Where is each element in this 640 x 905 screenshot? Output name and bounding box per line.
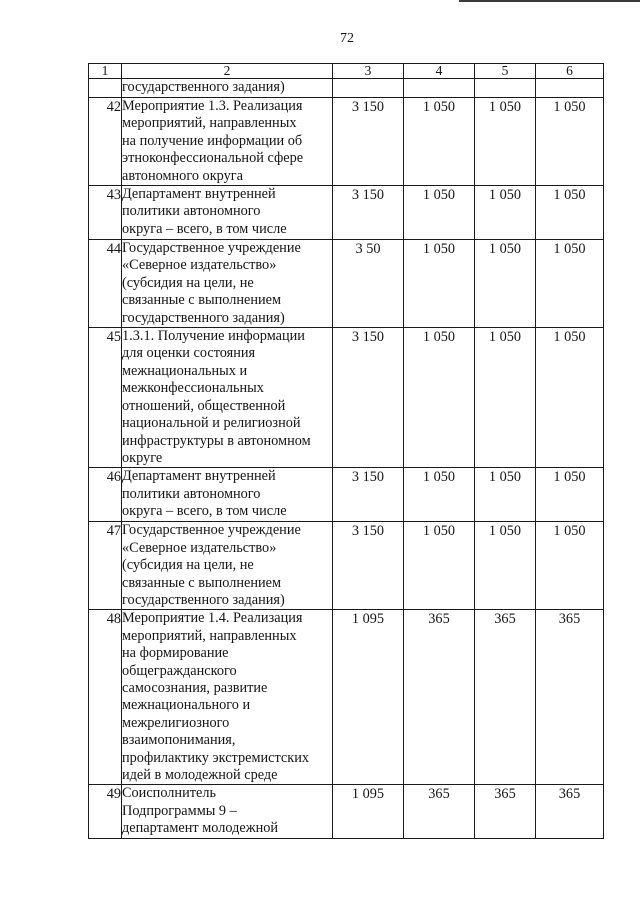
table-row <box>89 610 604 785</box>
value-cell-6 <box>536 240 604 328</box>
description-line: мероприятий, направленных <box>122 115 297 132</box>
table-row <box>89 785 604 839</box>
value-4: 365 <box>428 611 450 628</box>
value-4: 1 050 <box>422 241 456 258</box>
description-line: отношений, общественной <box>122 397 286 414</box>
value-5: 1 050 <box>488 241 522 258</box>
value-5: 365 <box>494 786 516 803</box>
description-line: инфраструктуры в автономном <box>122 432 311 449</box>
value-3: 1 095 <box>351 786 385 803</box>
description-line: (субсидия на цели, не <box>122 557 254 574</box>
description-line: идей в молодежной среде <box>122 767 278 783</box>
value-5: 1 050 <box>488 329 522 346</box>
description-line: общегражданского <box>122 662 237 679</box>
value-6: 1 050 <box>553 187 586 204</box>
header-cell-1: 1 <box>89 64 122 79</box>
value-cell-4 <box>404 240 475 328</box>
description-cell <box>122 522 333 610</box>
row-number-cell <box>89 522 122 610</box>
description-line: Департамент внутренней <box>122 468 276 485</box>
description-line: департамент молодежной <box>122 820 279 837</box>
description-line: Мероприятие 1.3. Реализация <box>122 98 303 114</box>
value-cell <box>404 79 475 98</box>
continuation-row <box>89 79 604 98</box>
description-cell <box>122 328 333 468</box>
header-cell-5: 5 <box>475 64 536 79</box>
value-3: 3 150 <box>351 329 385 346</box>
description-line: взаимопонимания, <box>122 732 236 749</box>
value-cell-3 <box>333 610 404 785</box>
value-3: 3 150 <box>351 187 385 204</box>
description-line: самосознания, развитие <box>122 679 268 696</box>
row-number-cell <box>89 785 122 839</box>
description-line: этноконфессиональной сфере <box>122 150 304 167</box>
value-cell-5 <box>475 522 536 610</box>
description-line: профилактику экстремистских <box>122 749 310 766</box>
value-cell-3 <box>333 468 404 522</box>
row-number: 49 <box>106 786 121 803</box>
value-cell-4 <box>404 785 475 839</box>
value-3: 3 50 <box>355 241 381 258</box>
header-row <box>89 64 604 79</box>
description-line: (субсидия на цели, не <box>122 274 254 291</box>
page-number: 72 <box>340 31 354 46</box>
row-number-cell <box>89 98 122 186</box>
value-5: 1 050 <box>488 187 522 204</box>
value-4: 1 050 <box>422 469 456 486</box>
description-line: Мероприятие 1.4. Реализация <box>122 610 303 627</box>
description-line: государственного задания) <box>122 591 285 608</box>
value-6: 1 050 <box>553 241 586 258</box>
header-cell-2: 2 <box>122 64 333 79</box>
value-cell-6 <box>536 328 604 468</box>
description-line: автономного округа <box>122 167 243 184</box>
value-cell-6 <box>536 610 604 785</box>
description-line: мероприятий, направленных <box>122 627 297 644</box>
value-6: 365 <box>558 786 581 803</box>
description-cell <box>122 240 333 328</box>
value-3: 3 150 <box>351 99 385 115</box>
description-line: округе <box>122 449 163 466</box>
value-cell-3 <box>333 328 404 468</box>
value-6: 365 <box>558 611 581 628</box>
value-3: 3 150 <box>351 523 385 540</box>
description-line: «Северное издательство» <box>122 257 277 274</box>
description-line: государственного задания) <box>122 79 285 95</box>
description-line: политики автономного <box>122 203 261 220</box>
description-line: Соисполнитель <box>122 785 216 802</box>
value-5: 365 <box>494 611 516 628</box>
row-number-cell <box>89 240 122 328</box>
corner-rule <box>459 0 640 2</box>
description-cell <box>122 468 333 522</box>
value-cell-4 <box>404 610 475 785</box>
description-cell <box>122 610 333 785</box>
value-cell-4 <box>404 522 475 610</box>
row-number-cell <box>89 468 122 522</box>
table-row <box>89 98 604 186</box>
row-number: 48 <box>106 611 121 628</box>
value-cell <box>475 79 536 98</box>
value-cell-5 <box>475 98 536 186</box>
value-cell-4 <box>404 468 475 522</box>
row-number: 42 <box>106 99 121 115</box>
value-cell-3 <box>333 98 404 186</box>
description-line: на получение информации об <box>122 132 303 149</box>
value-4: 1 050 <box>422 523 456 540</box>
table-row <box>89 468 604 522</box>
value-6: 1 050 <box>553 329 586 346</box>
value-cell-3 <box>333 186 404 240</box>
description-line: связанные с выполнением <box>122 292 282 309</box>
value-cell <box>333 79 404 98</box>
value-cell-3 <box>333 522 404 610</box>
value-cell-3 <box>333 240 404 328</box>
value-cell-4 <box>404 98 475 186</box>
value-6: 1 050 <box>553 99 586 115</box>
description-line: связанные с выполнением <box>122 574 282 591</box>
value-6: 1 050 <box>553 523 586 540</box>
value-cell-3 <box>333 785 404 839</box>
value-5: 1 050 <box>488 469 522 486</box>
value-5: 1 050 <box>488 99 522 115</box>
description-line: Департамент внутренней <box>122 186 276 203</box>
value-3: 3 150 <box>351 469 385 486</box>
description-line: государственного задания) <box>122 309 285 326</box>
value-4: 365 <box>428 786 450 803</box>
header-cell-3: 3 <box>333 64 404 79</box>
description-line: Государственное учреждение <box>122 522 301 539</box>
table-row <box>89 328 604 468</box>
description-cell <box>122 785 333 839</box>
value-cell-4 <box>404 186 475 240</box>
value-cell-6 <box>536 186 604 240</box>
description-line: политики автономного <box>122 485 261 502</box>
row-number: 46 <box>106 469 121 486</box>
table-row <box>89 240 604 328</box>
value-cell-6 <box>536 785 604 839</box>
table-body <box>89 98 604 839</box>
description-line: округа – всего, в том числе <box>122 220 287 237</box>
description-line: «Северное издательство» <box>122 539 277 556</box>
description-line: межрелигиозного <box>122 714 230 731</box>
value-cell <box>536 79 604 98</box>
row-number: 43 <box>106 187 121 204</box>
value-cell-6 <box>536 468 604 522</box>
row-number: 45 <box>106 329 121 346</box>
description-cell <box>122 98 333 186</box>
table-row <box>89 522 604 610</box>
row-number: 47 <box>106 523 121 540</box>
budget-table <box>88 63 604 839</box>
description-cell <box>122 186 333 240</box>
value-cell-5 <box>475 186 536 240</box>
value-4: 1 050 <box>422 187 456 204</box>
value-cell-5 <box>475 785 536 839</box>
value-4: 1 050 <box>422 329 456 346</box>
value-cell-6 <box>536 522 604 610</box>
description-line: округа – всего, в том числе <box>122 503 287 520</box>
value-cell-6 <box>536 98 604 186</box>
description-line: межнационального и <box>122 697 251 714</box>
row-number-cell <box>89 610 122 785</box>
value-cell-5 <box>475 328 536 468</box>
value-5: 1 050 <box>488 523 522 540</box>
value-4: 1 050 <box>422 99 456 115</box>
description-line: на формирование <box>122 645 229 662</box>
row-number: 44 <box>106 241 121 258</box>
description-line: Подпрограммы 9 – <box>122 802 237 819</box>
row-number-cell <box>89 328 122 468</box>
row-number-cell <box>89 186 122 240</box>
value-cell-5 <box>475 240 536 328</box>
value-cell-4 <box>404 328 475 468</box>
value-cell-5 <box>475 468 536 522</box>
description-line: национальной и религиозной <box>122 415 301 432</box>
value-3: 1 095 <box>351 611 385 628</box>
description-line: межконфессиональных <box>122 380 264 397</box>
table-row <box>89 186 604 240</box>
header-cell-6: 6 <box>536 64 604 79</box>
description-line: межнациональных и <box>122 362 248 379</box>
header-cell-4: 4 <box>404 64 475 79</box>
description-cell <box>122 79 333 98</box>
value-6: 1 050 <box>553 469 586 486</box>
description-line: для оценки состояния <box>122 345 256 362</box>
description-line: 1.3.1. Получение информации <box>122 328 305 345</box>
row-number-cell <box>89 79 122 98</box>
description-line: Государственное учреждение <box>122 240 301 257</box>
value-cell-5 <box>475 610 536 785</box>
